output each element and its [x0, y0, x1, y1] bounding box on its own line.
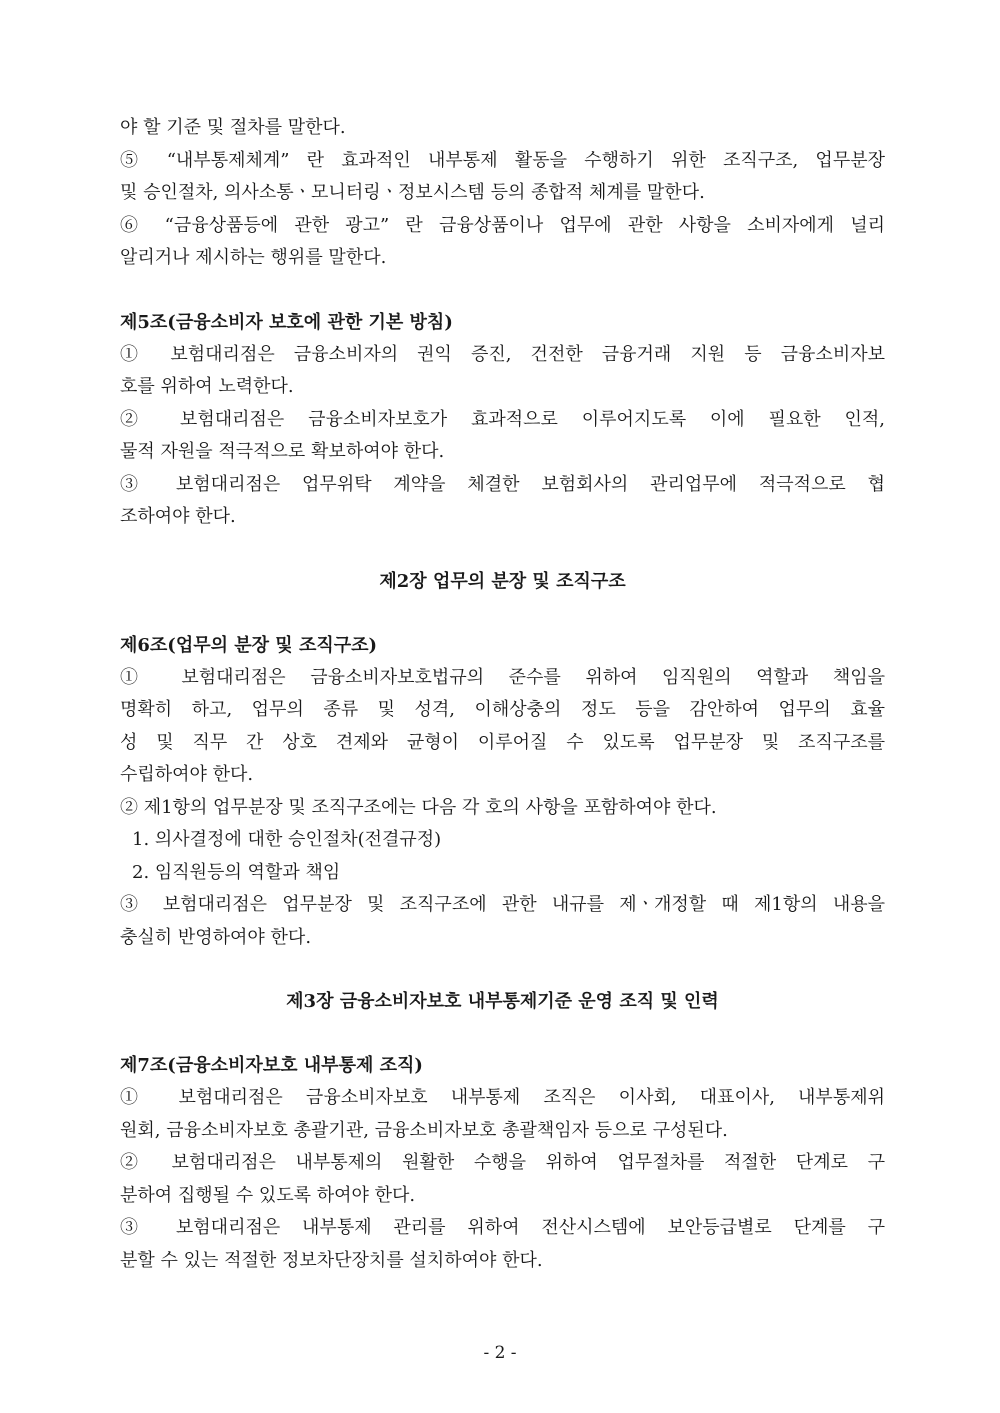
article-5-line: 호를 위하여 노력한다. [120, 376, 294, 397]
list-item: 1. 의사결정에 대한 승인절차(전결규정) [132, 829, 442, 850]
article-5-line: ① 보험대리점은 금융소비자의 권익 증진, 건전한 금융거래 지원 등 금융소비자보 [120, 343, 885, 365]
article-7-line: 분할 수 있는 적절한 정보차단장치를 설치하여야 한다. [120, 1249, 543, 1271]
article-7-line: 원회, 금융소비자보호 총괄기관, 금융소비자보호 총괄책임자 등으로 구성된다. [120, 1119, 728, 1141]
article-5-title: 제5조(금융소비자 보호에 관한 기본 방침) [120, 311, 453, 333]
chapter-2-title: 제2장 업무의 분장 및 조직구조 [379, 570, 626, 592]
article-6-title: 제6조(업무의 분장 및 조직구조) [120, 634, 378, 656]
article-6-line: ② 제1항의 업무분장 및 조직구조에는 다음 각 호의 사항을 포함하여야 한다. [120, 796, 717, 818]
article-7-line: ② 보험대리점은 내부통제의 원활한 수행을 위하여 업무절차를 적절한 단계로 구 [120, 1152, 885, 1173]
article-6-line: ① 보험대리점은 금융소비자보호법규의 준수를 위하여 임직원의 역할과 책임을 [120, 666, 885, 688]
article-7-line: ③ 보험대리점은 내부통제 관리를 위하여 전산시스템에 보안등급별로 단계를 구 [120, 1217, 885, 1238]
article-6-line: 성 및 직무 간 상호 견제와 균형이 이루어질 수 있도록 업무분장 및 조직구조를 [120, 731, 885, 753]
paragraph-line: 알리거나 제시하는 행위를 말한다. [120, 247, 387, 268]
chapter-3-title: 제3장 금융소비자보호 내부통제기준 운영 조직 및 인력 [286, 991, 719, 1012]
document-page [120, 112, 885, 1277]
article-6-line: 수립하여야 한다. [120, 764, 254, 785]
article-5-line: ③ 보험대리점은 업무위탁 계약을 체결한 보험회사의 관리업무에 적극적으로 협 [120, 473, 885, 495]
page-number: - 2 - [483, 1343, 517, 1363]
article-7-line: ① 보험대리점은 금융소비자보호 내부통제 조직은 이사회, 대표이사, 내부통제위 [120, 1087, 885, 1108]
article-6-line: 명확히 하고, 업무의 종류 및 성격, 이해상충의 정도 등을 감안하여 업무의 효율 [120, 699, 885, 720]
article-5-line: ② 보험대리점은 금융소비자보호가 효과적으로 이루어지도록 이에 필요한 인적, [120, 408, 885, 430]
article-6-line: ③ 보험대리점은 업무분장 및 조직구조에 관한 내규를 제ㆍ개정할 때 제1항의 내용을 [120, 894, 885, 915]
paragraph-line: 야 할 기준 및 절차를 말한다. [120, 117, 346, 138]
paragraph-line: ⑥ “금융상품등에 관한 광고” 란 금융상품이나 업무에 관한 사항을 소비자에게 널리 [120, 214, 885, 236]
article-7-title: 제7조(금융소비자보호 내부통제 조직) [120, 1055, 423, 1076]
paragraph-line: 및 승인절차, 의사소통ㆍ모니터링ㆍ정보시스템 등의 종합적 체계를 말한다. [120, 182, 705, 203]
paragraph-line: ⑤ “내부통제체계” 란 효과적인 내부통제 활동을 수행하기 위한 조직구조, 업무분장 [120, 149, 885, 171]
list-item: 2. 임직원등의 역할과 책임 [132, 861, 341, 883]
article-7-line: 분하여 집행될 수 있도록 하여야 한다. [120, 1184, 416, 1206]
article-5-line: 조하여야 한다. [120, 506, 236, 527]
article-5-line: 물적 자원을 적극적으로 확보하여야 한다. [120, 441, 445, 462]
article-6-line: 충실히 반영하여야 한다. [120, 926, 312, 948]
